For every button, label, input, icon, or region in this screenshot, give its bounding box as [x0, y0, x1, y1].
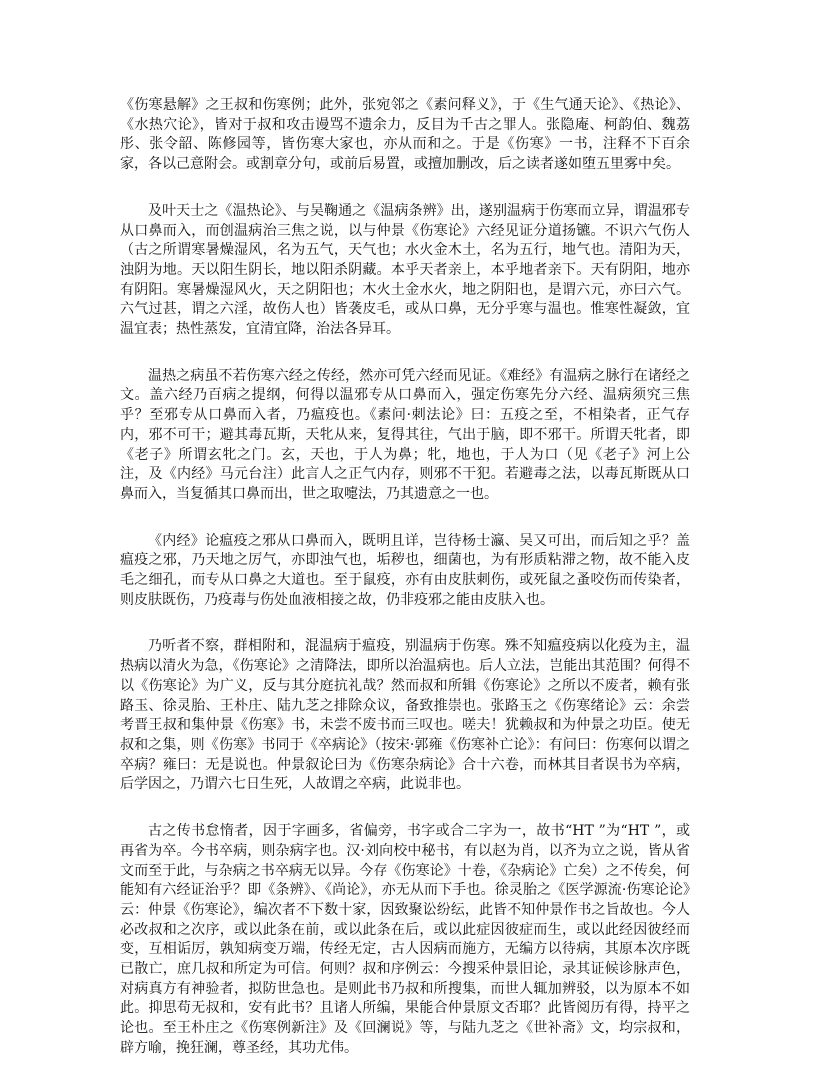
- paragraph-6: 古之传书怠惰者，因于字画多，省偏旁，书字或合二字为一，故书“HT ”为“HT ”，或再省为卒。今书卒病，则杂病字也。汉·刘向校中秘书，有以赵为肖，以齐为立之说，皆从省文而至于此，与杂病之书卒病无以异。今存《伤寒论》十卷，《杂病论》亡矣）之不传矣，何能知有六经证治乎？即《条辨》、《尚论》，亦无从而下手也。徐灵胎之《医学源流·伤寒论论》云：仲景《伤寒论》，编次者不下数十家，因致聚讼纷纭，此皆不知仲景作书之旨故也。今人必改叔和之次序，或以此条在前，或以此条在后，或以此症因彼症而生，或以此经因彼经而变，互相诟厉，孰知病变万端，传经无定，古人因病而施方，无编方以待病，其原本次序既已散亡，庶几叔和所定为可信。何则？叔和序例云：今搜采仲景旧论，录其证候诊脉声色，对病真方有神验者，拟防世急也。是则此书乃叔和所搜集，而世人辄加辨驳，以为原本不如此。抑思苟无叔和，安有此书？且诸人所编，果能合仲景原文否耶？此皆阅历有得，持平之论也。至王朴庄之《伤寒例新注》及《回澜说》等，与陆九芝之《世补斋》文，均宗叔和，辟方喻，挽狂澜，尊圣经，其功尤伟。: [120, 823, 690, 1056]
- paragraph-3: 温热之病虽不若伤寒六经之传经，然亦可凭六经而见证。《难经》有温病之脉行在诸经之文。盖六经乃百病之提纲，何得以温邪专从口鼻而入，强定伤寒先分六经、温病须究三焦乎？至邪专从口鼻而入者，乃瘟疫也。《素问·刺法论》曰：五疫之至，不相染者，正气存内，邪不可干；避其毒瓦斯，天牝从来，复得其往，气出于脑，即不邪干。所谓天牝者，即《老子》所谓玄牝之门。玄，天也，于人为鼻；牝，地也，于人为口（见《老子》河上公注，及《内经》马元台注）此言人之正气内存，则邪不干犯。若避毒之法，以毒瓦斯既从口鼻而入，当复循其口鼻而出，世之取嚏法，乃其遗意之一也。: [120, 367, 690, 502]
- paragraph-5: 乃听者不察，群相附和，混温病于瘟疫，别温病于伤寒。殊不知瘟疫病以化疫为主，温热病以清火为急，《伤寒论》之清降法，即所以治温病也。后人立法，岂能出其范围？何得不以《伤寒论》为广义，反与其分庭抗礼哉？然而叔和所辑《伤寒论》之所以不废者，赖有张路玉、徐灵胎、王朴庄、陆九芝之排除众议，备致推崇也。张路玉之《伤寒绪论》云：余尝考晋王叔和集仲景《伤寒》书，未尝不废书而三叹也。嗟夫！犹赖叔和为仲景之功臣。使无叔和之集，则《伤寒》书同于《卒病论》（按宋·郭雍《伤寒补亡论》：有问曰：伤寒何以谓之卒病？雍曰：无是说也。仲景叙论曰为《伤寒杂病论》合十六卷，而林其目者误书为卒病，后学因之，乃谓六七日生死，人故谓之卒病，此说非也。: [120, 638, 690, 793]
- paragraph-2: 及叶天士之《温热论》、与吴鞠通之《温病条辨》出，遂别温病于伤寒而立异，谓温邪专从口鼻而入，而创温病治三焦之说，以与仲景《伤寒论》六经见证分道扬镳。不识六气伤人（古之所谓寒暑燥湿风，名为五气，天气也；水火金木土，名为五行，地气也。清阳为天，浊阴为地。天以阳生阴长，地以阳杀阴藏。本乎天者亲上，本乎地者亲下。天有阴阳，地亦有阴阳。寒暑燥湿风火，天之阴阳也；木火土金水火，地之阴阳也，是谓六元，亦曰六气。六气过甚，谓之六淫，故伤人也）皆袭皮毛，或从口鼻，无分乎寒与温也。惟寒性凝敛，宜温宜表；热性蒸发，宜清宜降，治法各异耳。: [120, 202, 690, 338]
- paragraph-4: 《内经》论瘟疫之邪从口鼻而入，既明且详，岂待杨士瀛、吴又可出，而后知之乎？盖瘟疫之邪，乃天地之厉气，亦即浊气也，垢秽也，细菌也，为有形质粘滞之物，故不能入皮毛之细孔，而专从口鼻之大道也。至于鼠疫，亦有由皮肤刺伤，或死鼠之蚤咬伤而传染者，则皮肤既伤，乃疫毒与伤处血液相接之故，仍非疫邪之能由皮肤入也。: [120, 532, 690, 608]
- paragraph-1: 《伤寒悬解》之王叔和伤寒例；此外，张宛邻之《素问释义》，于《生气通天论》、《热论》、《水热穴论》，皆对于叔和攻击谩骂不遗余力，反目为千古之罪人。张隐庵、柯韵伯、魏荔彤、张令韶、陈修园等，皆伤寒大家也，亦从而和之。于是《伤寒》一书，注释不下百余家，各以己意附会。或割章分句，或前后易置，或擅加删改，后之读者遂如堕五里雾中矣。: [120, 97, 690, 173]
- document-body: [120, 96, 690, 1086]
